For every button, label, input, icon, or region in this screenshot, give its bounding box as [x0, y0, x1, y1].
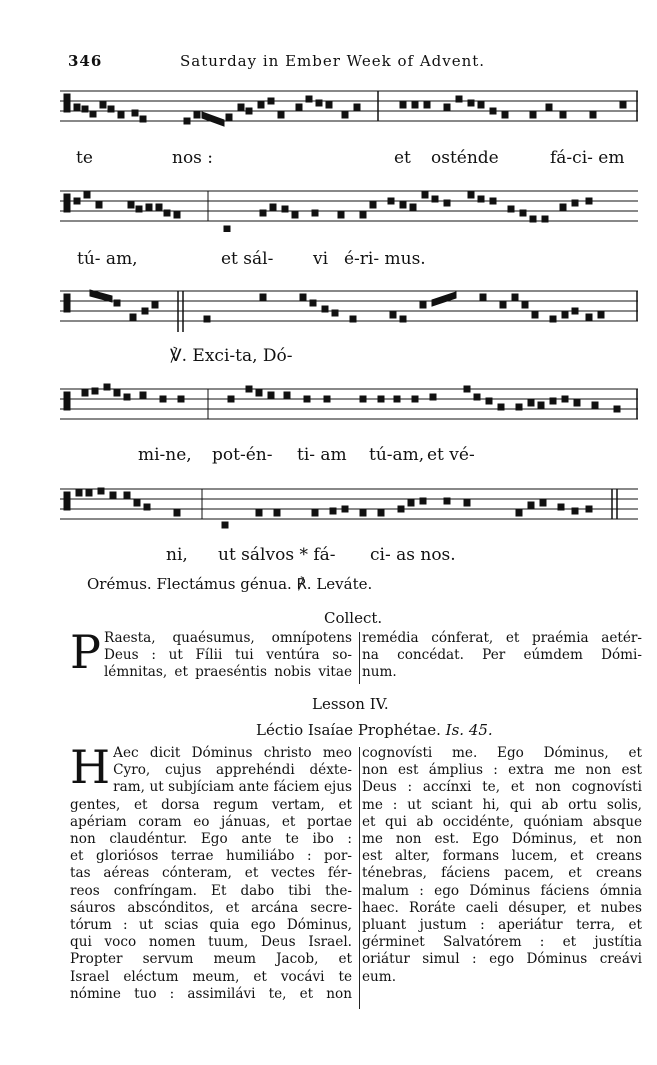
lyric-syllable: ℣. Exci-ta, Dó-: [170, 346, 293, 366]
text-line: Aec dicit Dóminus christo meo: [113, 745, 352, 761]
lyric-syllable: et vé-: [427, 445, 475, 465]
lyric-syllable: ut sálvos * fá-: [218, 545, 336, 565]
text-line: reos confríngam. Et dabo tibi the-: [70, 882, 352, 899]
oremus-line: Orémus. Flectámus génua. ℟. Leváte.: [87, 575, 373, 593]
music-staff-1: [60, 82, 640, 132]
collect-left-column: [70, 625, 352, 682]
text-line: cognovísti me. Ego Dóminus, et: [362, 745, 642, 761]
lesson-heading: Lesson IV.: [312, 695, 389, 713]
page-title: Saturday in Ember Week of Advent.: [180, 52, 486, 70]
text-line: tórum : ut scias quia ego Dóminus,: [70, 917, 352, 934]
text-line: Propter servum meum Jacob, et: [70, 951, 352, 968]
text-line: qui voco nomen tuum, Deus Israel.: [70, 934, 352, 951]
lesson-source: Léctio Isaíae Prophétae.: [256, 721, 441, 739]
lyric-syllable: ni,: [166, 545, 188, 565]
text-line: tas aéreas cónteram, et vectes fér-: [70, 865, 352, 882]
text-line: et qui ab occidénte, quóniam absque: [362, 813, 642, 830]
text-line: remédia cónferat, et praémia aetér-: [362, 630, 642, 646]
text-line: est alter, formans lucem, et creans: [362, 848, 642, 865]
lesson-reference: Is. 45.: [445, 721, 493, 739]
text-line: ram, ut subjíciam ante fáciem ejus: [113, 779, 352, 796]
text-line: lémnitas, et praeséntis nobis vitae: [103, 664, 352, 681]
text-line: Cyro, cujus apprehéndi déxte-: [113, 762, 352, 779]
text-line: Raesta, quaésumus, omnípotens: [103, 630, 352, 646]
text-line: pluant justum : aperiátur terra, et: [362, 917, 642, 934]
text-line: malum : ego Dóminus fáciens ómnia: [362, 882, 642, 899]
text-line: et gloriósos terrae humiliábo : por-: [70, 848, 352, 865]
text-line: Deus : accínxi te, et non cognovísti: [362, 779, 642, 796]
lyric-syllable: te: [76, 148, 93, 168]
lyric-syllable: ci- as nos.: [370, 545, 456, 565]
lyric-syllable: et: [394, 148, 411, 168]
lyric-syllable: pot-én-: [212, 445, 273, 465]
collect-right-column: [362, 630, 642, 682]
text-line: apériam coram eo jánuas, et portae: [70, 813, 352, 830]
music-staff-5: [60, 480, 640, 530]
text-line: num.: [362, 664, 397, 681]
lyric-syllable: tú- am,: [77, 249, 138, 269]
lyric-syllable: mi-ne,: [138, 445, 192, 465]
text-line: me : ut sciant hi, qui ab ortu solis,: [362, 796, 642, 813]
text-line: Deus : ut Fílii tui ventúra so-: [103, 647, 352, 664]
text-line: haec. Roráte caeli désuper, et nubes: [362, 899, 642, 916]
lyric-syllable: fá-ci- em: [550, 148, 625, 168]
lesson-right-column: [362, 745, 642, 986]
text-line: sáuros abscónditos, et arcána secre-: [70, 899, 352, 916]
lyric-syllable: osténde: [431, 148, 499, 168]
text-line: Israel eléctum meum, et vocávi te: [70, 968, 352, 985]
lyric-syllable: ti- am: [297, 445, 347, 465]
text-line: eum.: [362, 968, 397, 985]
music-staff-4: [60, 380, 640, 430]
music-staff-3: [60, 282, 640, 332]
text-line: ténebras, fáciens pacem, et creans: [362, 865, 642, 882]
lesson-left-column: [70, 740, 352, 1003]
collect-heading: Collect.: [324, 609, 383, 627]
collect-dropcap: P: [70, 625, 101, 679]
text-line: nómine tuo : assimilávi te, et non: [70, 985, 352, 1002]
music-staff-2: [60, 182, 640, 232]
text-line: gentes, et dorsa regum vertam, et: [70, 796, 352, 813]
text-line: non est ámplius : extra me non est: [362, 762, 642, 779]
text-line: non claudéntur. Ego ante te ibo :: [70, 831, 352, 848]
lyric-syllable: vi: [313, 249, 329, 269]
lesson-subheading: [256, 721, 493, 739]
lyric-syllable: nos :: [172, 148, 214, 168]
text-line: me non est. Ego Dóminus, et non: [362, 831, 642, 848]
lyric-syllable: tú-am,: [369, 445, 425, 465]
column-divider: [359, 632, 360, 684]
page-number: 346: [68, 52, 103, 70]
text-line: oriátur simul : ego Dóminus creávi: [362, 951, 642, 968]
text-line: gérminet Salvatórem : et justítia: [362, 934, 642, 951]
column-divider: [359, 747, 360, 1009]
text-line: na concédat. Per eúmdem Dómi-: [362, 647, 642, 664]
lesson-dropcap: H: [70, 740, 111, 794]
lyric-syllable: é-ri- mus.: [344, 249, 426, 269]
lyric-syllable: et sál-: [221, 249, 274, 269]
